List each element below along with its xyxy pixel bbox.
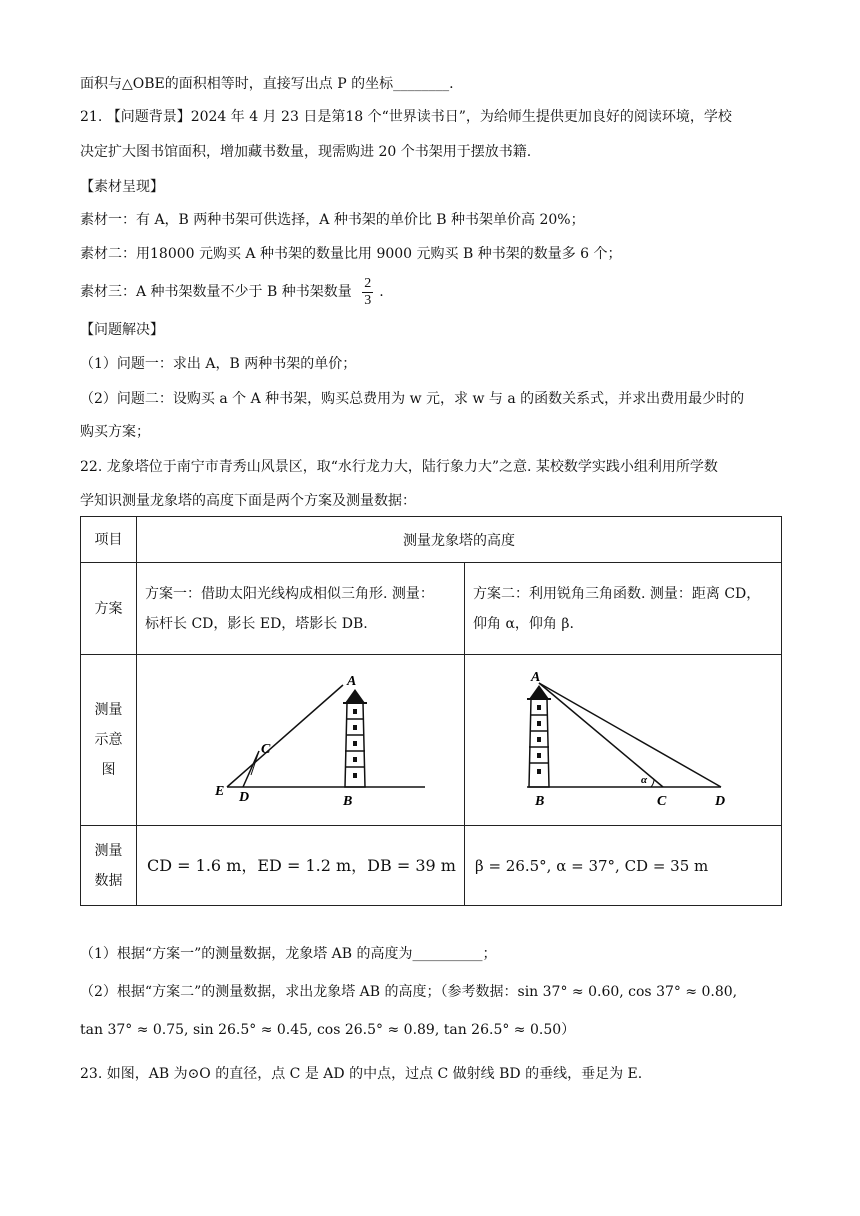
q21-material1: 素材一：有 A，B 两种书架可供选择，A 种书架的单价比 B 种书架单价高 20%； <box>80 212 585 228</box>
fraction-denominator: 3 <box>364 292 372 308</box>
cell-diagram-label <box>81 655 137 826</box>
cell-data-two: β = 26.5°, α = 37°, CD = 35 m <box>465 826 782 906</box>
q21-material3-prefix: 素材三：A 种书架数量不少于 B 种书架数量 <box>80 284 352 300</box>
fig1-label-d: D <box>239 790 250 805</box>
q21-sub1: （1）问题一：求出 A，B 两种书架的单价； <box>80 356 357 372</box>
cell-plan-label: 方案 <box>81 563 137 655</box>
fraction-numerator: 2 <box>364 275 372 291</box>
plan-one-line2: 标杆长 CD，影长 ED，塔影长 DB. <box>145 615 368 632</box>
diagram-label-3: 图 <box>101 762 116 778</box>
q21-background-line2: 决定扩大图书馆面积，增加藏书数量，现需购进 20 个书架用于摆放书籍. <box>80 144 532 160</box>
plan-one-line1: 方案一：借助太阳光线构成相似三角形. 测量： <box>145 585 434 602</box>
fig1-label-c: C <box>261 742 271 757</box>
q21-sub2-line1: （2）问题二：设购买 a 个 A 种书架，购买总费用为 w 元，求 w 与 a 的函数关系式，并求出费用最少时的 <box>80 391 745 407</box>
similar-triangles-diagram <box>137 655 463 821</box>
diagram-label-2: 示意 <box>94 732 123 748</box>
q21-sub2-line2: 购买方案； <box>80 424 150 440</box>
fig2-label-b: B <box>535 794 545 809</box>
q23-line1: 23. 如图，AB 为⊙O 的直径，点 C 是 AD 的中点，过点 C 做射线 BD 的垂线，垂足为 E. <box>80 1066 643 1082</box>
trig-diagram <box>465 655 781 821</box>
table-row-item <box>81 517 782 563</box>
fig1-label-b: B <box>343 794 353 809</box>
plan-two-line1: 方案二：利用锐角三角函数. 测量：距离 CD， <box>473 585 761 602</box>
q22-sub1: （1）根据“方案一”的测量数据，龙象塔 AB 的高度为__________； <box>80 946 497 962</box>
cell-item-value: 测量龙象塔的高度 <box>137 517 782 563</box>
cell-plan-two <box>465 563 782 655</box>
fig2-label-a: A <box>531 670 541 685</box>
cell-item-label: 项目 <box>81 517 137 563</box>
q21-background-line1: 21. 【问题背景】2024 年 4 月 23 日是第18 个“世界读书日”，为给师生提供更加良好的阅读环境，学校 <box>80 109 732 125</box>
prev-question-tail: 面积与△OBE的面积相等时，直接写出点 P 的坐标________. <box>80 76 454 92</box>
fig1-label-e: E <box>215 784 225 799</box>
table-row-data <box>81 826 782 906</box>
q21-material3 <box>80 274 384 310</box>
fig2-label-d: D <box>715 794 726 809</box>
cell-diagram-two <box>465 655 782 826</box>
cell-plan-one <box>137 563 465 655</box>
table-row-plan <box>81 563 782 655</box>
q21-material3-suffix: . <box>379 284 384 300</box>
cell-diagram-one <box>137 655 465 826</box>
cell-data-label <box>81 826 137 906</box>
q21-material-heading: 【素材呈现】 <box>80 179 164 195</box>
fraction-two-thirds <box>362 276 373 309</box>
data-label-2: 数据 <box>94 872 123 889</box>
fig2-label-c: C <box>657 794 667 809</box>
q22-line2: 学知识测量龙象塔的高度下面是两个方案及测量数据： <box>80 493 416 509</box>
q22-sub2-line2: tan 37° ≈ 0.75, sin 26.5° ≈ 0.45, cos 26.5° ≈ 0.89, tan 26.5° ≈ 0.50） <box>80 1022 576 1038</box>
q21-material2: 素材二：用18000 元购买 A 种书架的数量比用 9000 元购买 B 种书架的数量多 6 个； <box>80 246 622 262</box>
measurement-table <box>80 516 782 906</box>
q22-line1: 22. 龙象塔位于南宁市青秀山风景区，取“水行龙力大，陆行象力大”之意. 某校数学实践小组利用所学数 <box>80 459 718 475</box>
fig2-label-alpha: α <box>641 774 648 786</box>
q21-solve-heading: 【问题解决】 <box>80 322 164 338</box>
fig1-label-a: A <box>347 674 357 689</box>
table-row-diagram <box>81 655 782 826</box>
diagram-label-1: 测量 <box>94 702 123 718</box>
plan-two-line2: 仰角 α，仰角 β. <box>473 615 574 632</box>
data-label-1: 测量 <box>94 842 123 859</box>
q22-sub2-line1: （2）根据“方案二”的测量数据，求出龙象塔 AB 的高度；（参考数据：sin 37° ≈ 0.60, cos 37° ≈ 0.80, <box>80 984 738 1000</box>
cell-data-one: CD = 1.6 m，ED = 1.2 m，DB = 39 m <box>137 826 465 906</box>
